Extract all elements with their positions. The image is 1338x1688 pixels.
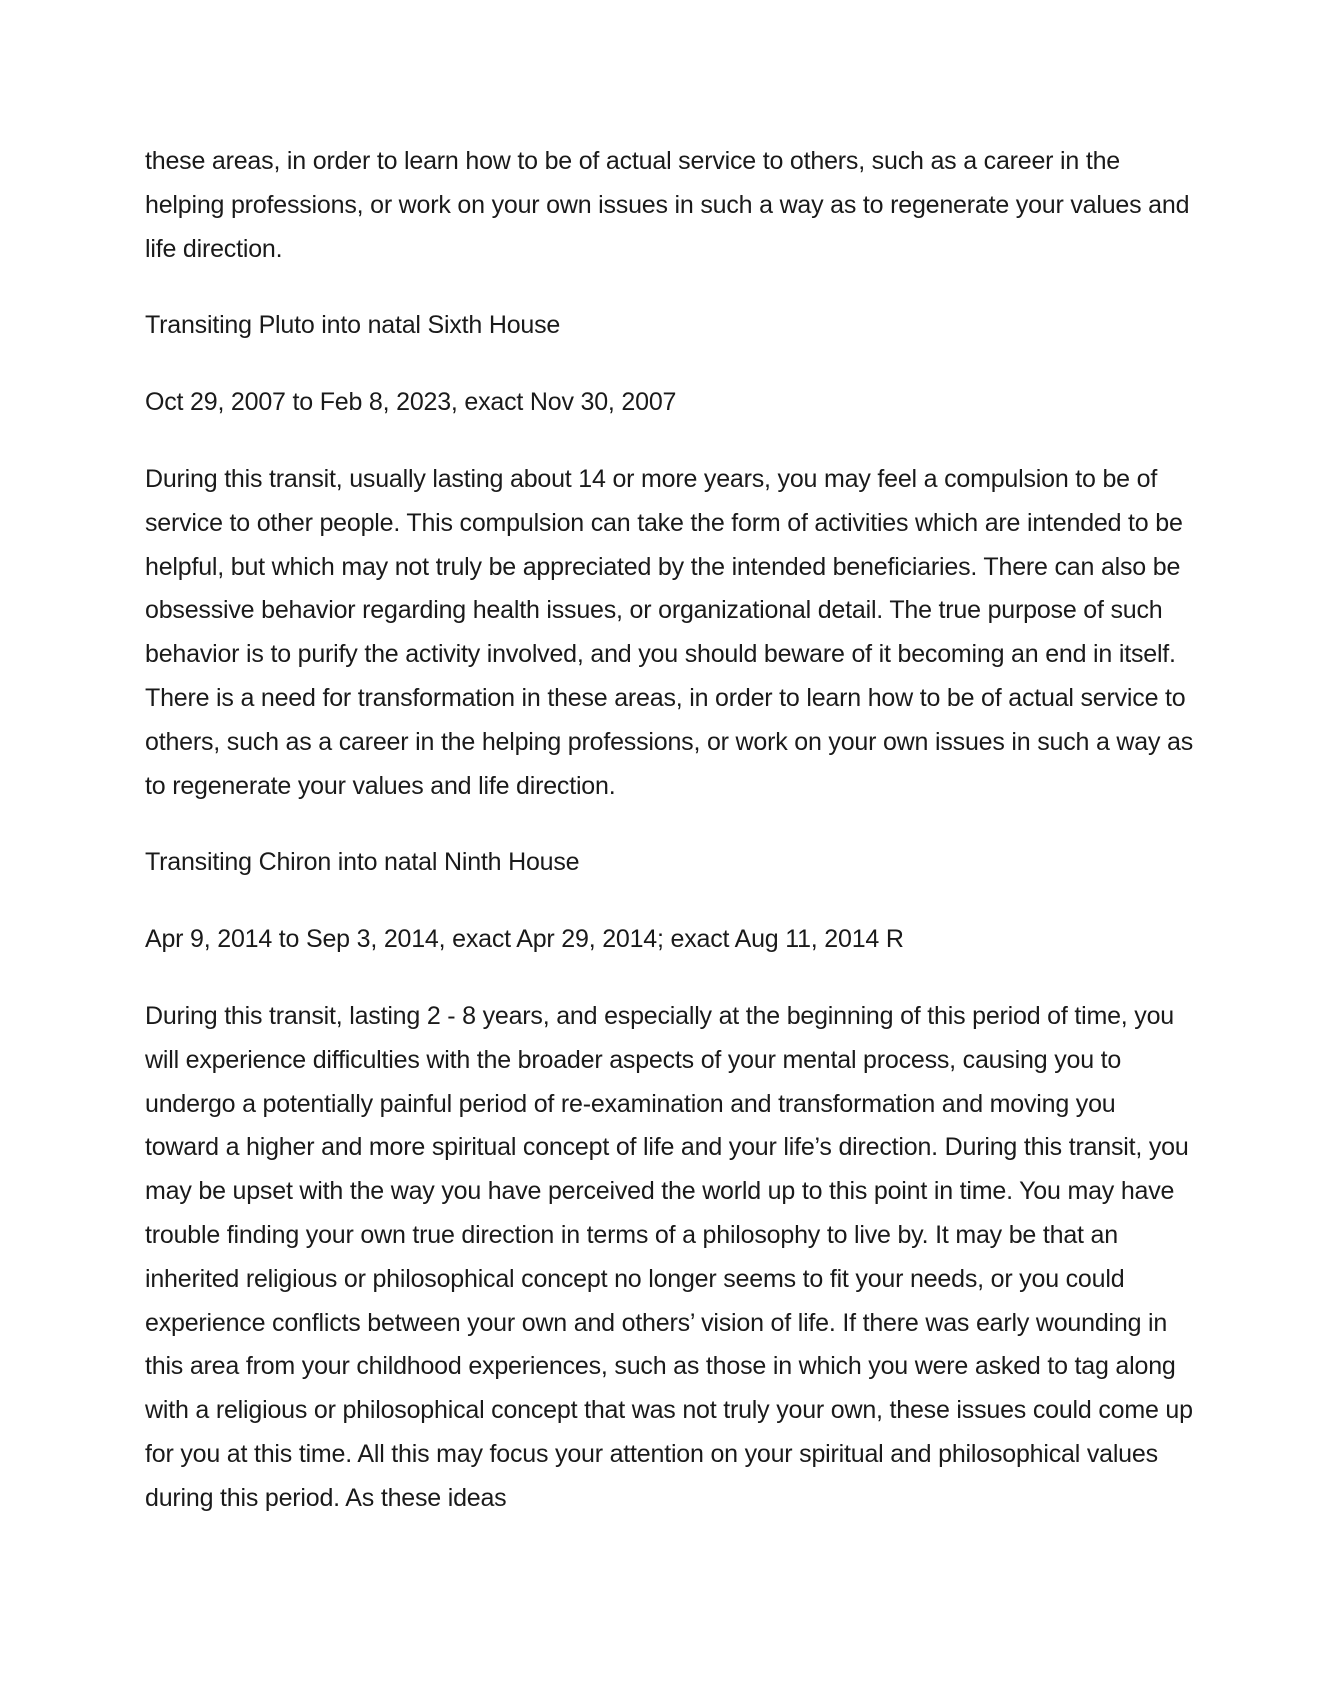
document-page <box>145 140 1195 1554</box>
transit-dates-pluto: Oct 29, 2007 to Feb 8, 2023, exact Nov 30, 2007 <box>145 388 677 417</box>
paragraph-chiron: During this transit, lasting 2 - 8 years, and especially at the beginning of this period of time, you will experience difficulties with the broader aspects of your mental process, causing you to undergo a potentially painful period of re-examination and transformation and moving you toward a higher and more spiritual concept of life and your life’s direction. During this transit, you may be upset with the way you have perceived the world up to this point in time. You may have trouble finding your own true direction in terms of a philosophy to live by. It may be that an inherited religious or philosophical concept no longer seems to fit your needs, or you could experience conflicts between your own and others’ vision of life. If there was early wounding in this area from your childhood experiences, such as those in which you were asked to tag along with a religious or philosophical concept that was not truly your own, these issues could come up for you at this time. All this may focus your attention on your spiritual and philosophical values during this period. As these ideas <box>145 1001 1193 1512</box>
section-heading-chiron: Transiting Chiron into natal Ninth House <box>145 848 580 877</box>
transit-dates-chiron: Apr 9, 2014 to Sep 3, 2014, exact Apr 29, 2014; exact Aug 11, 2014 R <box>145 925 904 954</box>
paragraph-continued: these areas, in order to learn how to be of actual service to others, such as a career in the helping professions, or work on your own issues in such a way as to regenerate your values and life direction. <box>145 147 1190 263</box>
section-heading-pluto: Transiting Pluto into natal Sixth House <box>145 311 561 340</box>
paragraph-pluto: During this transit, usually lasting about 14 or more years, you may feel a compulsion to be of service to other people. This compulsion can take the form of activities which are intended to be helpful, but which may not truly be appreciated by the intended beneficiaries. There can also be obsessive behavior regarding health issues, or organizational detail. The true purpose of such behavior is to purify the activity involved, and you should beware of it becoming an end in itself. There is a need for transformation in these areas, in order to learn how to be of actual service to others, such as a career in the helping professions, or work on your own issues in such a way as to regenerate your values and life direction. <box>145 464 1194 800</box>
